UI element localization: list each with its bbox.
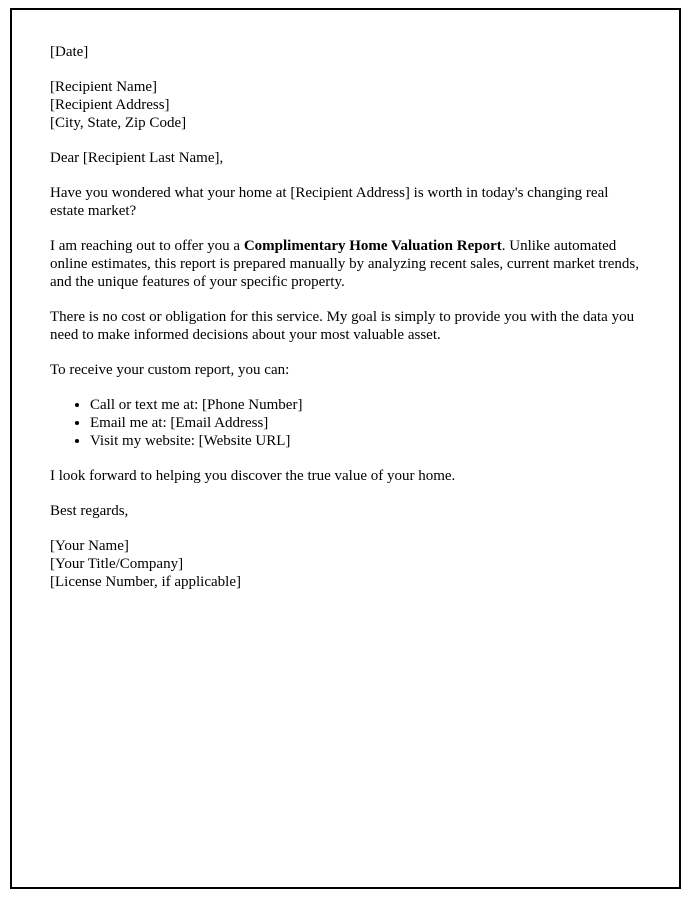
closing-paragraph: I look forward to helping you discover the true value of your home. (50, 468, 456, 484)
recipient-address-line: [Recipient Address] (50, 97, 170, 113)
offer-paragraph-pre: I am reaching out to offer you a (50, 238, 244, 254)
offer-paragraph-post: . Unlike automated online estimates, this report is prepared manually by analyzing recent sales, current market trends, and the unique features of your specific property. (50, 238, 639, 290)
sign-off: Best regards, (50, 503, 129, 519)
offer-paragraph-bold: Complimentary Home Valuation Report (243, 238, 502, 254)
recipient-address-block (50, 78, 641, 132)
contact-option-email: • Email me at: [Email Address] (90, 414, 641, 432)
contact-options-list (50, 396, 641, 450)
contact-option-website: • Visit my website: [Website URL] (90, 432, 641, 450)
signature-title-line: [Your Title/Company] (50, 556, 184, 572)
signature-block (50, 537, 641, 591)
signature-name-line: [Your Name] (50, 538, 129, 554)
options-lead-in: To receive your custom report, you can: (50, 362, 290, 378)
signature-license-line: [License Number, if applicable] (50, 574, 241, 590)
no-cost-paragraph: There is no cost or obligation for this service. My goal is simply to provide you with the data you need to make informed decisions about your most valuable asset. (50, 309, 635, 343)
recipient-city-state-zip-line: [City, State, Zip Code] (50, 115, 187, 131)
contact-option-phone: • Call or text me at: [Phone Number] (90, 396, 641, 414)
recipient-name-line: [Recipient Name] (50, 79, 158, 95)
intro-paragraph: Have you wondered what your home at [Recipient Address] is worth in today's changing real estate market? (50, 185, 609, 219)
salutation: Dear [Recipient Last Name], (50, 150, 224, 166)
date-placeholder: [Date] (50, 44, 89, 60)
letter-page (10, 8, 681, 889)
offer-paragraph (50, 237, 641, 291)
